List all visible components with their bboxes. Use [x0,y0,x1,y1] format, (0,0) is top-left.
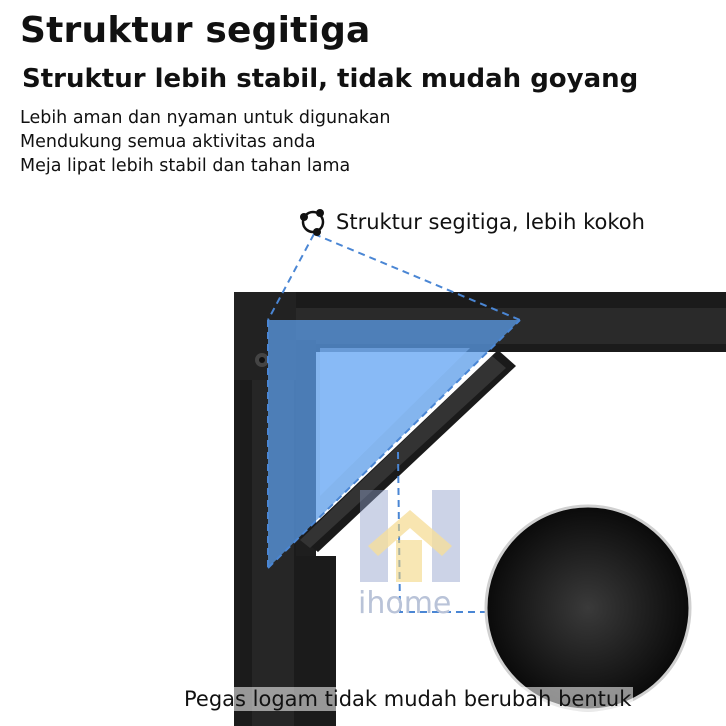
page-subtitle: Struktur lebih stabil, tidak mudah goyang [22,64,639,94]
callout-text: Struktur segitiga, lebih kokoh [336,210,645,234]
watermark-text: ihome [358,586,452,621]
triangle-nodes-icon [298,207,328,237]
spring-zoom-lens [486,506,690,712]
spring-caption: Pegas logam tidak mudah berubah bentuk [184,687,632,711]
page-title: Struktur segitiga [20,10,371,51]
feature-list [20,106,391,178]
triangle-callout [298,207,645,237]
feature-item: Lebih aman dan nyaman untuk digunakan [20,108,391,128]
feature-item: Meja lipat lebih stabil dan tahan lama [20,156,351,176]
watermark-logo [360,490,460,582]
feature-item: Mendukung semua aktivitas anda [20,132,316,152]
